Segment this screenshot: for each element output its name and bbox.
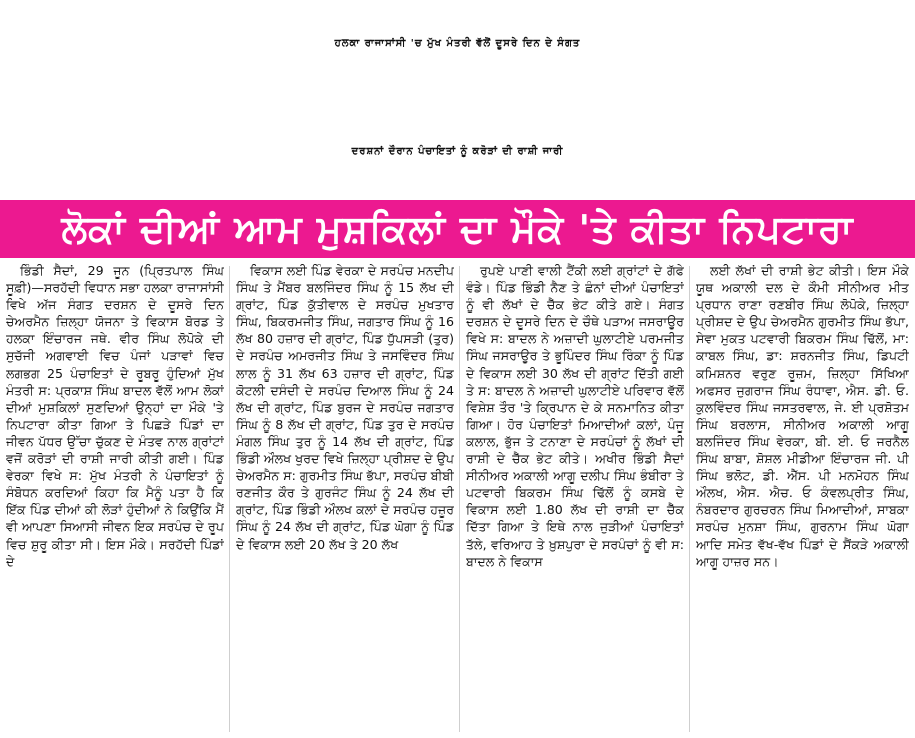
- article-column-1: [6, 262, 224, 738]
- column-3-text: ਰੁਪਏ ਪਾਣੀ ਵਾਲੀ ਟੈਂਕੀ ਲਈ ਗ੍ਰਾਂਟਾਂ ਦੇ ਗੱਫੇ ਵੰਡੇ। ਪਿੰਡ ਭਿੰਡੀ ਨੈਣ ਤੇ ਛੰਨਾਂ ਦੀਆਂ ਪੰਚਾਇਤਾਂ ਨੂੰ ਵੀ ਲੱਖਾਂ ਦੇ ਚੈੱਕ ਭੇਟ ਕੀਤੇ ਗਏ। ਸੰਗਤ ਦਰਸ਼ਨ ਦੇ ਦੂਸਰੇ ਦਿਨ ਦੇ ਚੌਥੇ ਪੜਾਅ ਜਸਰਾਊਰ ਵਿਖੇ ਸ: ਬਾਦਲ ਨੇ ਅਜ਼ਾਦੀ ਘੁਲਾਟੀਏ ਪਰਮਜੀਤ ਸਿੰਘ ਜਸਰਾਊਰ ਤੇ ਭੂਪਿੰਦਰ ਸਿੰਘ ਰਿੰਕਾ ਨੂੰ ਪਿੰਡ ਦੇ ਵਿਕਾਸ ਲਈ 30 ਲੱਖ ਦੀ ਗ੍ਰਾਂਟ ਦਿੱਤੀ ਗਈ ਤੇ ਸ: ਬਾਦਲ ਨੇ ਅਜ਼ਾਦੀ ਘੁਲਾਟੀਏ ਪਰਿਵਾਰ ਵੱਲੋਂ ਵਿਸ਼ੇਸ਼ ਤੌਰ 'ਤੇ ਕ੍ਰਿਪਾਨ ਦੇ ਕੇ ਸਨਮਾਨਿਤ ਕੀਤਾ ਗਿਆ। ਹੋਰ ਪੰਚਾਇਤਾਂ ਮਿਆਦੀਆਂ ਕਲਾਂ, ਪੰਜੂ ਕਲਾਲ, ਭੁੱਜ ਤੇ ਟਨਾਣਾ ਦੇ ਸਰਪੰਚਾਂ ਨੂੰ ਲੱਖਾਂ ਦੀ ਰਾਸ਼ੀ ਦੇ ਚੈੱਕ ਭੇਟ ਕੀਤੇ। ਅਖੀਰ ਭਿੰਡੀ ਸੈਦਾਂ ਸੀਨੀਅਰ ਅਕਾਲੀ ਆਗੂ ਦਲੀਪ ਸਿੰਘ ਭੰਬੀਰਾ ਤੇ ਪਟਵਾਰੀ ਬਿਕਰਮ ਸਿੰਘ ਢਿੱਲੋਂ ਨੂੰ ਕਸਬੇ ਦੇ ਵਿਕਾਸ ਲਈ 1.80 ਲੱਖ ਦੀ ਰਾਸ਼ੀ ਦਾ ਚੈੱਕ ਦਿੱਤਾ ਗਿਆ ਤੇ ਇਥੇ ਨਾਲ ਜੁੜੀਆਂ ਪੰਚਾਇਤਾਂ ਤੱਲੇ, ਵਰਿਆਹ ਤੇ ਖ਼ੁਸ਼ਪੁਰਾ ਦੇ ਸਰਪੰਚਾਂ ਨੂੰ ਵੀ ਸ: ਬਾਦਲ ਨੇ ਵਿਕਾਸ: [466, 263, 684, 569]
- article-column-2: [236, 262, 454, 738]
- column-2-text: ਵਿਕਾਸ ਲਈ ਪਿੰਡ ਵੇਰਕਾ ਦੇ ਸਰਪੰਚ ਮਨਦੀਪ ਸਿੰਘ ਤੇ ਮੈਂਬਰ ਬਲਜਿੰਦਰ ਸਿੰਘ ਨੂੰ 15 ਲੱਖ ਦੀ ਗ੍ਰਾਂਟ, ਪਿੰਡ ਕੁੱਤੀਵਾਲ ਦੇ ਸਰਪੰਚ ਮੁਖਤਾਰ ਸਿੰਘ, ਬਿਕਰਮਜੀਤ ਸਿੰਘ, ਜਗਤਾਰ ਸਿੰਘ ਨੂੰ 16 ਲੱਖ 80 ਹਜ਼ਾਰ ਦੀ ਗ੍ਰਾਂਟ, ਪਿੰਡ ਧੁੱਪਸੜੀ (ਤੁਰ) ਦੇ ਸਰਪੰਚ ਅਮਰਜੀਤ ਸਿੰਘ ਤੇ ਜਸਵਿੰਦਰ ਸਿੰਘ ਲਾਲ ਨੂੰ 31 ਲੱਖ 63 ਹਜ਼ਾਰ ਦੀ ਗ੍ਰਾਂਟ, ਪਿੰਡ ਕੋਟਲੀ ਦਸੰਦੀ ਦੇ ਸਰਪੰਚ ਦਿਆਲ ਸਿੰਘ ਨੂੰ 24 ਲੱਖ ਦੀ ਗ੍ਰਾਂਟ, ਪਿੰਡ ਬੁਰਜ ਦੇ ਸਰਪੰਚ ਜਗਤਾਰ ਸਿੰਘ ਨੂੰ 8 ਲੱਖ ਦੀ ਗ੍ਰਾਂਟ, ਪਿੰਡ ਤੁਰ ਦੇ ਸਰਪੰਚ ਮੰਗਲ ਸਿੰਘ ਤੁਰ ਨੂੰ 14 ਲੱਖ ਦੀ ਗ੍ਰਾਂਟ, ਪਿੰਡ ਭਿੰਡੀ ਔਲਖ ਖੁਰਦ ਵਿਖੇ ਜ਼ਿਲ੍ਹਾ ਪ੍ਰੀਸ਼ਦ ਦੇ ਉਪ ਚੇਅਰਮੈਨ ਸ: ਗੁਰਮੀਤ ਸਿੰਘ ਭੱਪਾ, ਸਰਪੰਚ ਬੀਬੀ ਰਣਜੀਤ ਕੌਰ ਤੇ ਗੁਰਜੰਟ ਸਿੰਘ ਨੂੰ 24 ਲੱਖ ਦੀ ਗ੍ਰਾਂਟ, ਪਿੰਡ ਭਿੰਡੀ ਔਲਖ ਕਲਾਂ ਦੇ ਸਰਪੰਚ ਹਜ਼ੂਰ ਸਿੰਘ ਨੂੰ 24 ਲੱਖ ਦੀ ਗ੍ਰਾਂਟ, ਪਿੰਡ ਘੋਗਾ ਨੂੰ ਪਿੰਡ ਦੇ ਵਿਕਾਸ ਲਈ 20 ਲੱਖ ਤੇ 20 ਲੱਖ: [236, 263, 454, 552]
- column-divider: [459, 266, 460, 732]
- article-column-4: [696, 262, 909, 738]
- subheadline-banner: [0, 200, 915, 258]
- headline-line-1: ਹਲਕਾ ਰਾਜਾਸਾਂਸੀ 'ਚ ਮੁੱਖ ਮੰਤਰੀ ਵੱਲੋਂ ਦੂਸਰੇ ਦਿਨ ਦੇ ਸੰਗਤ: [334, 38, 581, 49]
- article-body: [0, 262, 915, 738]
- column-divider: [229, 266, 230, 732]
- column-4-text: ਲਈ ਲੱਖਾਂ ਦੀ ਰਾਸ਼ੀ ਭੇਟ ਕੀਤੀ। ਇਸ ਮੌਕੇ ਯੂਥ ਅਕਾਲੀ ਦਲ ਦੇ ਕੌਮੀ ਸੀਨੀਅਰ ਮੀਤ ਪ੍ਰਧਾਨ ਰਾਣਾ ਰਣਬੀਰ ਸਿੰਘ ਲੋਪੋਕੇ, ਜ਼ਿਲ੍ਹਾ ਪ੍ਰੀਸ਼ਦ ਦੇ ਉਪ ਚੇਅਰਮੈਨ ਗੁਰਮੀਤ ਸਿੰਘ ਭੱਪਾ, ਸੇਵਾ ਮੁਕਤ ਪਟਵਾਰੀ ਬਿਕਰਮ ਸਿੰਘ ਢਿੱਲੋਂ, ਮਾ: ਕਾਬਲ ਸਿੰਘ, ਡਾ: ਸ਼ਰਨਜੀਤ ਸਿੰਘ, ਡਿਪਟੀ ਕਮਿਸ਼ਨਰ ਵਰੁਣ ਰੂਜ਼ਮ, ਜ਼ਿਲ੍ਹਾ ਸਿੱਖਿਆ ਅਫਸਰ ਜੁਗਰਾਜ ਸਿੰਘ ਰੰਧਾਵਾ, ਐਸ. ਡੀ. ਓ. ਕੁਲਵਿੰਦਰ ਸਿੰਘ ਜਸਤਰਵਾਲ, ਜੇ. ਈ ਪ੍ਰਸ਼ੋਤਮ ਸਿੰਘ ਬਰਲਾਸ, ਸੀਨੀਅਰ ਅਕਾਲੀ ਆਗੂ ਬਲਜਿੰਦਰ ਸਿੰਘ ਵੇਰਕਾ, ਬੀ. ਈ. ਓ ਜਰਨੈਲ ਸਿੰਘ ਬਾਬਾ, ਸ਼ੋਸ਼ਲ ਮੀਡੀਆ ਇੰਚਾਰਜ ਜੀ. ਪੀ ਸਿੰਘ ਭਲੋਟ, ਡੀ. ਐੱਸ. ਪੀ ਮਨਮੋਹਨ ਸਿੰਘ ਔਲਖ, ਐਸ. ਐਚ. ਓ ਕੰਵਲਪ੍ਰੀਤ ਸਿੰਘ, ਨੰਬਰਦਾਰ ਗੁਰਚਰਨ ਸਿੰਘ ਮਿਆਦੀਆਂ, ਸਾਬਕਾ ਸਰਪੰਚ ਮੁਨਸ਼ਾ ਸਿੰਘ, ਗੁਰਨਾਮ ਸਿੰਘ ਘੋਗਾ ਆਦਿ ਸਮੇਤ ਵੱਖ-ਵੱਖ ਪਿੰਡਾਂ ਦੇ ਸੈਂਕੜੇ ਅਕਾਲੀ ਆਗੂ ਹਾਜ਼ਰ ਸਨ।: [696, 263, 909, 569]
- column-1-text: ਭਿੰਡੀ ਸੈਦਾਂ, 29 ਜੂਨ (ਪ੍ਰਿਤਪਾਲ ਸਿੰਘ ਸੂਫ਼ੀ)—ਸਰਹੱਦੀ ਵਿਧਾਨ ਸਭਾ ਹਲਕਾ ਰਾਜਾਸਾਂਸੀ ਵਿਖੇ ਅੱਜ ਸੰਗਤ ਦਰਸ਼ਨ ਦੇ ਦੂਸਰੇ ਦਿਨ ਚੇਅਰਮੈਨ ਜ਼ਿਲ੍ਹਾ ਯੋਜਨਾ ਤੇ ਵਿਕਾਸ ਬੋਰਡ ਤੇ ਹਲਕਾ ਇੰਚਾਰਜ ਜਥੇ. ਵੀਰ ਸਿੰਘ ਲੋਪੋਕੇ ਦੀ ਸੁਚੱਜੀ ਅਗਵਾਈ ਵਿਚ ਪੰਜਾਂ ਪੜਾਵਾਂ ਵਿਚ ਲਗਭਗ 25 ਪੰਚਾਇਤਾਂ ਦੇ ਰੂਬਰੂ ਹੁੰਦਿਆਂ ਮੁੱਖ ਮੰਤਰੀ ਸ: ਪ੍ਰਕਾਸ਼ ਸਿੰਘ ਬਾਦਲ ਵੱਲੋਂ ਆਮ ਲੋਕਾਂ ਦੀਆਂ ਮੁਸ਼ਕਿਲਾਂ ਸੁਣਦਿਆਂ ਉਨ੍ਹਾਂ ਦਾ ਮੌਕੇ 'ਤੇ ਨਿਪਟਾਰਾ ਕੀਤਾ ਗਿਆ ਤੇ ਪਿਛੜੇ ਪਿੰਡਾਂ ਦਾ ਜੀਵਨ ਪੱਧਰ ਉੱਚਾ ਚੁੱਕਣ ਦੇ ਮੰਤਵ ਨਾਲ ਗ੍ਰਾਂਟਾਂ ਵਜੋਂ ਕਰੋੜਾਂ ਦੀ ਰਾਸ਼ੀ ਜਾਰੀ ਕੀਤੀ ਗਈ। ਪਿੰਡ ਵੇਰਕਾ ਵਿਖੇ ਸ: ਮੁੱਖ ਮੰਤਰੀ ਨੇ ਪੰਚਾਇਤਾਂ ਨੂੰ ਸੰਬੋਧਨ ਕਰਦਿਆਂ ਕਿਹਾ ਕਿ ਮੈਨੂੰ ਪਤਾ ਹੈ ਕਿ ਇੱਕ ਪਿੰਡ ਦੀਆਂ ਕੀ ਲੋੜਾਂ ਹੁੰਦੀਆਂ ਨੇ ਕਿਉਂਕਿ ਮੈਂ ਵੀ ਆਪਣਾ ਸਿਆਸੀ ਜੀਵਨ ਇਕ ਸਰਪੰਚ ਦੇ ਰੂਪ ਵਿਚ ਸ਼ੁਰੂ ਕੀਤਾ ਸੀ। ਇਸ ਮੌਕੇ। ਸਰਹੱਦੀ ਪਿੰਡਾਂ ਦੇ: [6, 263, 224, 569]
- subheadline: ਲੋਕਾਂ ਦੀਆਂ ਆਮ ਮੁਸ਼ਕਿਲਾਂ ਦਾ ਮੌਕੇ 'ਤੇ ਕੀਤਾ ਨਿਪਟਾਰਾ: [61, 206, 854, 251]
- article-column-3: [466, 262, 684, 738]
- headline-line-2: ਦਰਸ਼ਨਾਂ ਦੌਰਾਨ ਪੰਚਾਇਤਾਂ ਨੂੰ ਕਰੋੜਾਂ ਦੀ ਰਾਸ਼ੀ ਜਾਰੀ: [351, 146, 564, 157]
- column-divider: [689, 266, 690, 732]
